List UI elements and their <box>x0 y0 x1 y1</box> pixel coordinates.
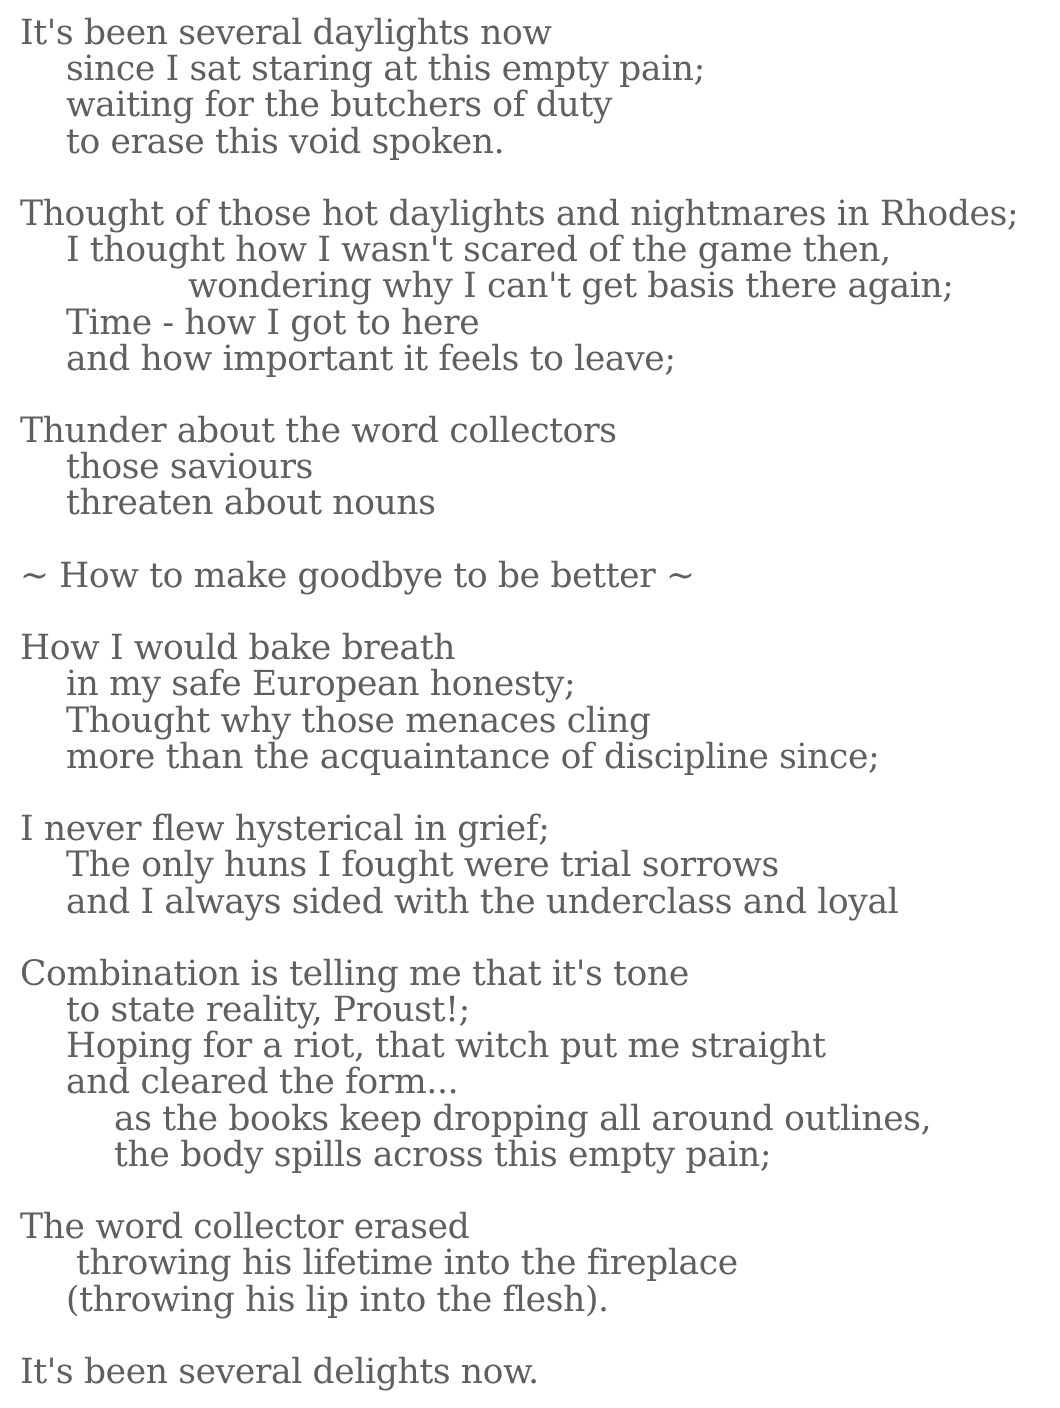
poem-line: How I would bake breath <box>20 628 456 669</box>
stanza-break <box>20 1318 1056 1354</box>
poem-line: Combination is telling me that it's tone <box>20 953 689 994</box>
poem-line: as the books keep dropping all around outlines, <box>114 1098 932 1139</box>
poem-line: throwing his lifetime into the fireplace <box>76 1243 738 1284</box>
stanza-break <box>20 775 1056 811</box>
stanza-7 <box>20 953 1056 1175</box>
poem-section-heading: ~ How to make goodbye to be better ~ <box>20 555 695 596</box>
poem-line: Time - how I got to here <box>66 302 480 343</box>
stanza-break <box>20 1173 1056 1209</box>
poem-line: wondering why I can't get basis there again; <box>188 266 954 307</box>
stanza-break <box>20 522 1056 558</box>
poem-line: those saviours <box>66 447 314 488</box>
poem-line: since I sat staring at this empty pain; <box>66 49 705 90</box>
poem-line: Thought of those hot daylights and nightmares in Rhodes; <box>20 193 1019 234</box>
poem-line: threaten about nouns <box>66 483 436 524</box>
poem <box>20 15 1056 1390</box>
poem-line: the body spills across this empty pain; <box>114 1134 772 1175</box>
poem-line: I never flew hysterical in grief; <box>20 809 550 850</box>
stanza-break <box>20 160 1056 196</box>
poem-line: to erase this void spoken. <box>66 121 505 162</box>
stanza-8 <box>20 1209 1056 1318</box>
poem-line: and cleared the form... <box>66 1062 459 1103</box>
stanza-4 <box>20 555 1056 596</box>
stanza-break <box>20 594 1056 630</box>
stanza-5 <box>20 630 1056 775</box>
poem-line: It's been several daylights now <box>20 13 552 53</box>
poem-line: and how important it feels to leave; <box>66 338 676 379</box>
stanza-6 <box>20 811 1056 920</box>
stanza-break <box>20 377 1056 413</box>
poem-line: and I always sided with the underclass and loyal <box>66 881 899 922</box>
poem-line: I thought how I wasn't scared of the game then, <box>66 230 891 271</box>
poem-line: waiting for the butchers of duty <box>66 85 613 126</box>
poem-line: to state reality, Proust!; <box>66 990 470 1031</box>
poem-line: Hoping for a riot, that witch put me straight <box>66 1026 826 1067</box>
stanza-2 <box>20 193 1056 379</box>
stanza-break <box>20 920 1056 956</box>
poem-line: Thought why those menaces cling <box>66 700 651 741</box>
poem-line: The only huns I fought were trial sorrows <box>66 845 779 886</box>
stanza-3 <box>20 413 1056 522</box>
poem-line: It's been several delights now. <box>20 1351 539 1392</box>
stanza-9 <box>20 1351 1056 1392</box>
poem-line: Thunder about the word collectors <box>20 411 617 452</box>
poem-line: (throwing his lip into the flesh). <box>66 1279 609 1320</box>
poem-line: in my safe European honesty; <box>66 664 576 705</box>
poem-line: more than the acquaintance of discipline since; <box>66 736 880 777</box>
poem-line: The word collector erased <box>20 1207 470 1248</box>
stanza-1 <box>20 15 1056 160</box>
